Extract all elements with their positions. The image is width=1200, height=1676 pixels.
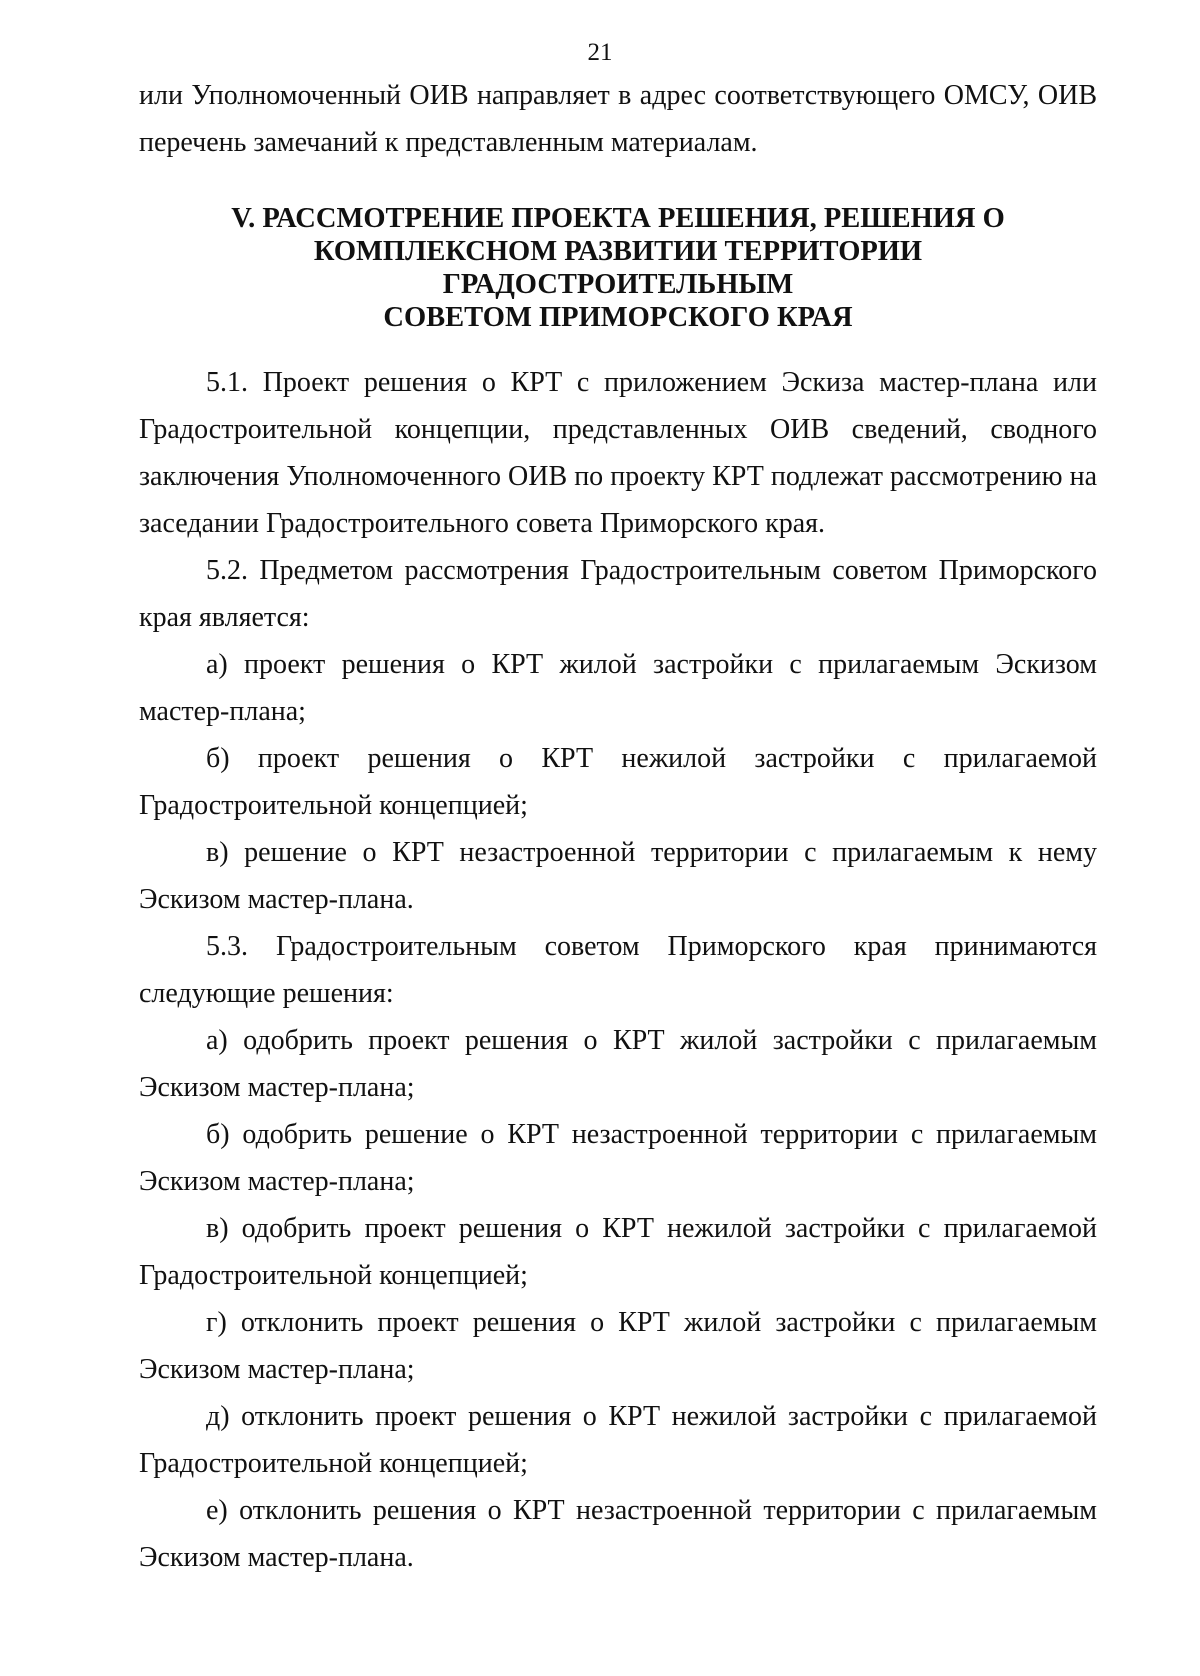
list-item-5-3-g: г) отклонить проект решения о КРТ жилой застройки с прилагаемым Эскизом мастер-плана; xyxy=(139,1307,1097,1385)
section-heading-line-3: СОВЕТОМ ПРИМОРСКОГО КРАЯ xyxy=(383,302,853,333)
list-item-5-3-b: б) одобрить решение о КРТ незастроенной территории с прилагаемым Эскизом мастер-плана; xyxy=(139,1119,1097,1197)
list-item-5-3-v: в) одобрить проект решения о КРТ нежилой застройки с прилагаемой Градостроительной концепцией; xyxy=(139,1213,1097,1291)
paragraph-5-1: 5.1. Проект решения о КРТ с приложением Эскиза мастер-плана или Градостроительной концепции, представленных ОИВ сведений, сводного заключения Уполномоченного ОИВ по проекту КРТ подлежат рассмотрению на заседании Градостроительного совета Приморского края. xyxy=(139,367,1097,539)
list-item-5-3-a: а) одобрить проект решения о КРТ жилой застройки с прилагаемым Эскизом мастер-плана; xyxy=(139,1025,1097,1103)
section-heading-line-2: КОМПЛЕКСНОМ РАЗВИТИИ ТЕРРИТОРИИ ГРАДОСТРОИТЕЛЬНЫМ xyxy=(313,236,923,300)
list-item-5-2-b: б) проект решения о КРТ нежилой застройки с прилагаемой Градостроительной концепцией; xyxy=(139,743,1097,821)
section-heading-line-1: V. РАССМОТРЕНИЕ ПРОЕКТА РЕШЕНИЯ, РЕШЕНИЯ О xyxy=(231,203,1005,234)
list-item-5-3-e: е) отклонить решения о КРТ незастроенной территории с прилагаемым Эскизом мастер-плана. xyxy=(139,1495,1097,1573)
paragraph-5-2: 5.2. Предметом рассмотрения Градостроительным советом Приморского края является: xyxy=(139,555,1097,633)
list-item-5-3-d: д) отклонить проект решения о КРТ нежилой застройки с прилагаемой Градостроительной концепцией; xyxy=(139,1401,1097,1479)
list-item-5-2-v: в) решение о КРТ незастроенной территории с прилагаемым к нему Эскизом мастер-плана. xyxy=(139,837,1097,915)
page-content xyxy=(139,72,1097,1581)
paragraph-5-3: 5.3. Градостроительным советом Приморского края принимаются следующие решения: xyxy=(139,931,1097,1009)
page-number: 21 xyxy=(587,39,613,66)
list-item-5-2-a: а) проект решения о КРТ жилой застройки с прилагаемым Эскизом мастер-плана; xyxy=(139,649,1097,727)
intro-paragraph: или Уполномоченный ОИВ направляет в адрес соответствующего ОМСУ, ОИВ перечень замечаний к представленным материалам. xyxy=(139,80,1097,158)
section-heading xyxy=(139,202,1097,334)
